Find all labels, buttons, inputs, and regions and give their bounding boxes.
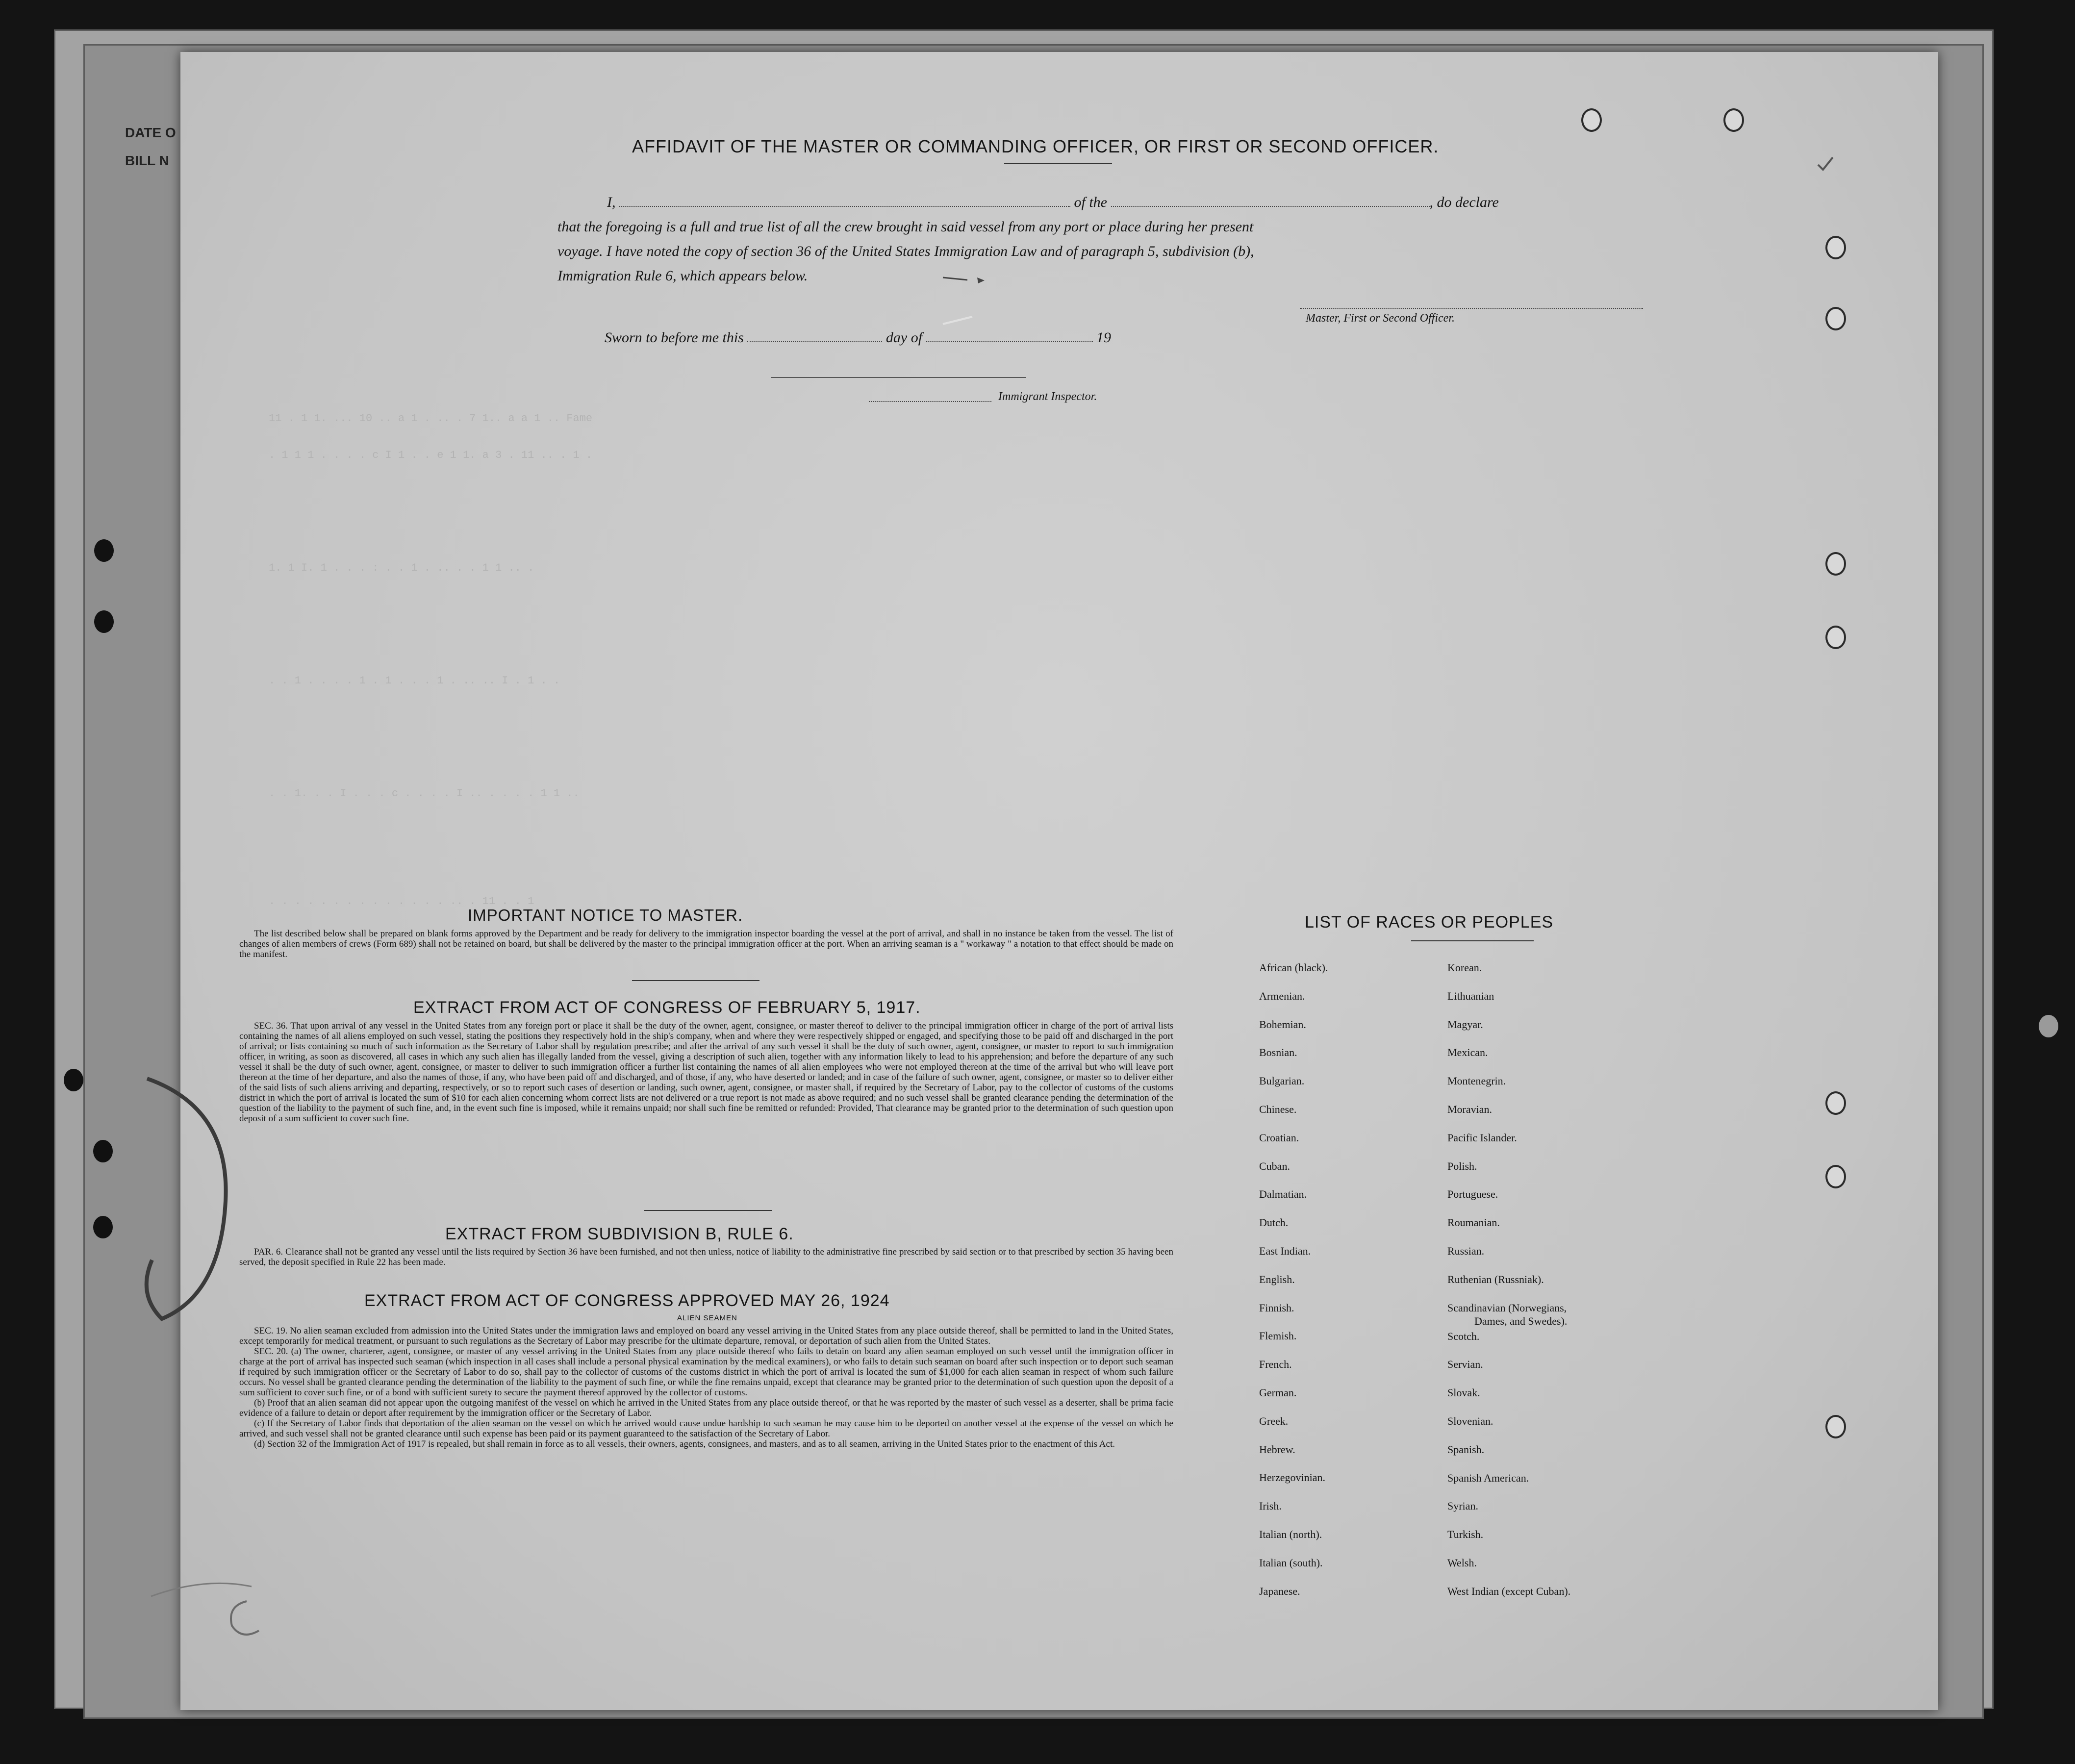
race-entry: Lithuanian: [1447, 989, 1494, 1002]
manifest-sheet: [180, 52, 1938, 1710]
punch-hole: [1825, 1091, 1846, 1115]
i-label: I,: [607, 194, 616, 210]
extract-1924-body: [239, 1326, 1173, 1449]
punch-hole: [1825, 307, 1846, 330]
binder-hole: [94, 610, 114, 633]
binder-hole: [93, 1140, 113, 1162]
bleed-through-row: . . . . . . . . . . . . . . .. . 11 . . 1: [269, 895, 534, 907]
alien-seamen-subtitle: ALIEN SEAMEN: [677, 1314, 737, 1322]
race-entry: Flemish.: [1259, 1330, 1297, 1342]
extract-1917-divider: [644, 1210, 772, 1211]
sworn-day-field[interactable]: [747, 341, 882, 342]
punch-hole: [1825, 236, 1846, 259]
race-entry: English.: [1259, 1273, 1295, 1285]
section-19-text: SEC. 19. No alien seaman excluded from admission into the United States under the immigration laws and employed on board any vessel arriving in the United States from any place outside thereof, shall be permitted to land in the United States, except temporarily for medical treatment, or pursuant to such regulations as the Secretary of Labor may prescribe for the ultimate departure, removal, or deportation of such alien from the United States.: [239, 1326, 1173, 1346]
race-entry: Servian.: [1447, 1358, 1483, 1371]
notice-divider: [632, 980, 759, 981]
race-entry: Moravian.: [1447, 1103, 1493, 1115]
race-entry: Bohemian.: [1259, 1018, 1306, 1031]
section-36-text: SEC. 36. That upon arrival of any vessel in the United States from any foreign port or place it shall be the duty of the owner, agent, consignee, or master thereof to deliver to the principal immigration officer in charge of the port of arrival lists containing the names of all aliens employed on such vessel, stating the positions they respectively hold in the ship's company, when and where they were respectively shipped or engaged, and specifying those to be paid off and discharged in the port of arrival; or lists containing so much of such information as the Secretary of Labor shall by regulation prescribe; and after the arrival of any such vessel it shall be the duty of such owner, agent, consignee, or master to report to such immigration officer, in writing, as soon as discovered, all cases in which any such alien has illegally landed from the vessel, giving a description of such alien, together with any information likely to lead to his apprehension; and before the departure of any such vessel it shall be the duty of such owner, agent, consignee, or master to deliver to such immigration officer a further list containing the names of all alien employees who were not employed thereon at the time of the arrival but who will leave port thereon at the time of her departure, and also the names of those, if any, who have been paid off and discharged, and of those, if any, who have deserted or landed; and in case of the failure of such owner, agent, consignee, or master so to deliver either of the said lists of such aliens arriving and departing, respectively, or so to report such cases of desertion or landing, such owner, agent, consignee, or master shall, if required by the Secretary of Labor, pay to the collector of customs of the customs district in which the port of arrival is located the sum of $10 for each alien concerning whom correct lists are not delivered or a true report is not made as above required; and no such vessel shall be granted clearance pending the determination of the question of the liability to the payment of such fine, and, in the event such fine is imposed, while it remains unpaid; nor shall such fine be remitted or refunded: Provided, That clearance may be granted prior to the determination of such question upon deposit of a sum sufficient to cover such fine.: [239, 1021, 1173, 1124]
race-entry: Slovenian.: [1447, 1415, 1493, 1427]
title-underline: [1004, 163, 1112, 164]
race-entry: Pacific Islander.: [1447, 1131, 1517, 1144]
bleed-through-row: 11 . 1 1. ... 10 .. a 1 . .. . 7 1.. a a 1 .. Fame: [269, 412, 593, 425]
punch-hole: [1825, 1415, 1846, 1438]
punch-hole: [1723, 108, 1744, 132]
race-entry: Hebrew.: [1259, 1443, 1295, 1456]
bleed-through-row: . . 1 . . . . 1 . 1 . . . 1 . .. .. I . 1 . .: [269, 675, 560, 687]
handwritten-corner-mark: [131, 1567, 288, 1645]
rule-6-body: [239, 1247, 1173, 1267]
binder-hole: [94, 539, 114, 562]
bleed-through-row: . 1 1 1 . . . . c I 1 . . e 1 1. a 3 . 11 .. . 1 .: [269, 449, 593, 461]
race-entry: Japanese.: [1259, 1585, 1300, 1597]
race-entry: East Indian.: [1259, 1245, 1311, 1257]
notice-body: [239, 929, 1173, 959]
inspector-label: Immigrant Inspector.: [998, 390, 1097, 403]
races-title: LIST OF RACES OR PEOPLES: [1305, 913, 1554, 932]
race-entry: Italian (north).: [1259, 1528, 1322, 1540]
rule-6-title: EXTRACT FROM SUBDIVISION B, RULE 6.: [445, 1225, 794, 1243]
of-the-label: of the: [1074, 194, 1107, 210]
race-entry: German.: [1259, 1386, 1297, 1399]
race-entry: Chinese.: [1259, 1103, 1297, 1115]
sworn-month-field[interactable]: [926, 341, 1093, 342]
affidavit-title: AFFIDAVIT OF THE MASTER OR COMMANDING OFFICER, OR FIRST OR SECOND OFFICER.: [632, 136, 1439, 156]
pencil-check-mark: [1811, 150, 1840, 179]
race-entry: Dutch.: [1259, 1216, 1289, 1229]
race-entry: Cuban.: [1259, 1159, 1290, 1172]
race-entry: Scandinavian (Norwegians,: [1447, 1301, 1567, 1314]
section-20b-text: (b) Proof that an alien seaman did not appear upon the outgoing manifest of the vessel on which he arrived in the United States from any place outside thereof, or that he was reported by the master of such vessel as a deserter, shall be prima facie evidence of a failure to detain or deport after requirement by the immigration officer or the Secretary of Labor.: [239, 1398, 1173, 1418]
race-entry: Portuguese.: [1447, 1188, 1498, 1201]
declarant-name-field[interactable]: [619, 206, 1070, 207]
race-entry: African (black).: [1259, 961, 1328, 974]
race-entry: Welsh.: [1447, 1557, 1477, 1569]
race-entry: Magyar.: [1447, 1018, 1483, 1031]
day-of-label: day of: [886, 329, 923, 346]
extract-1917-body: [239, 1021, 1173, 1124]
bleed-through-row: 1. 1 I. 1 . . . : . . 1 . .. . . 1 1 .. .: [269, 562, 534, 574]
section-20a-text: SEC. 20. (a) The owner, charterer, agent, consignee, or master of any vessel arriving in the United States from any place outside thereof who fails to detain on board any alien seaman employed on such vessel until the immigration officer in charge at the port of arrival has inspected such seaman (which inspection in all cases shall include a personal physical examination by the medical examiners), or who fails to detain such seaman on board after such inspection or to deport such seaman if required by such immigration officer or the Secretary of Labor to do so, shall pay to the collector of customs of the customs district in which the port of arrival is located the sum of $1,000 for each alien seaman in respect of whom such failure occurs. No vessel shall be granted clearance pending the determination of the liability to the payment of such fine, or while the fine remains unpaid, except that clearance may be granted prior to the determination of such question upon the deposit of a sum sufficient to cover such fine, or of a bond with sufficient surety to secure the payment thereof approved by the collector of customs.: [239, 1346, 1173, 1398]
underlying-bill-label: BILL N: [125, 153, 169, 168]
sworn-label: Sworn to before me this: [605, 329, 744, 346]
binder-hole: [2039, 1015, 2058, 1037]
race-entry: Bulgarian.: [1259, 1075, 1305, 1087]
race-entry: Finnish.: [1259, 1301, 1294, 1314]
race-entry: Slovak.: [1447, 1386, 1480, 1399]
section-20d-text: (d) Section 32 of the Immigration Act of 1917 is repealed, but shall remain in force as to all vessels, their owners, agents, consignees, and masters, and as to all seamen, arriving in the United States prior to the enactment of this Act.: [254, 1439, 1115, 1449]
pencil-loop-mark: [118, 1064, 245, 1338]
race-entry: Polish.: [1447, 1159, 1477, 1172]
declare-label: , do declare: [1429, 194, 1499, 210]
notice-title: IMPORTANT NOTICE TO MASTER.: [468, 906, 743, 924]
extract-1917-title: EXTRACT FROM ACT OF CONGRESS OF FEBRUARY 5, 1917.: [413, 998, 921, 1017]
race-entry: Spanish American.: [1447, 1471, 1529, 1484]
race-entry: Scotch.: [1447, 1330, 1480, 1342]
affidavit-line-4: Immigration Rule 6, which appears below.: [557, 268, 808, 284]
inspector-dotted-line: [869, 401, 991, 402]
par-6-text: PAR. 6. Clearance shall not be granted any vessel until the lists required by Section 36 have been furnished, and not then unless, notice of liability to the administrative fine prescribed by said section or to that prescribed by section 35 having been served, the deposit specified in Rule 22 has been made.: [239, 1247, 1173, 1267]
declarant-line: [607, 194, 1499, 211]
affidavit-line-3: voyage. I have noted the copy of section 36 of the United States Immigration Law and of paragraph 5, subdivision (b),: [557, 243, 1254, 259]
race-entry: Dalmatian.: [1259, 1188, 1307, 1201]
binder-hole: [64, 1069, 83, 1091]
race-entry: Spanish.: [1447, 1443, 1485, 1456]
sworn-line: [605, 329, 1111, 346]
binder-hole: [93, 1216, 113, 1238]
master-signature-line[interactable]: [1300, 308, 1643, 309]
race-entry: Irish.: [1259, 1500, 1282, 1512]
master-signature-label: Master, First or Second Officer.: [1306, 312, 1455, 325]
punch-hole: [1825, 1165, 1846, 1188]
extract-1924-title: EXTRACT FROM ACT OF CONGRESS APPROVED MAY 26, 1924: [364, 1291, 890, 1310]
race-entry: Dames, and Swedes).: [1474, 1314, 1568, 1327]
race-entry: Korean.: [1447, 961, 1482, 974]
year-prefix: 19: [1096, 329, 1112, 346]
inspector-signature-line[interactable]: [771, 377, 1026, 378]
race-entry: Mexican.: [1447, 1046, 1488, 1059]
race-entry: French.: [1259, 1358, 1292, 1371]
race-entry: Armenian.: [1259, 989, 1305, 1002]
race-entry: Turkish.: [1447, 1528, 1484, 1541]
notice-paragraph: The list described below shall be prepared on blank forms approved by the Department and be ready for delivery to the immigration inspector boarding the vessel at the port of arrival, and shall in no instance be taken from the vessel. The list of changes of alien members of crews (Form 689) shall not be retained on board, but shall be delivered by the master to the principal immigration officer at the port. When an arriving seaman is a " workaway " a notation to that effect should be made on the manifest.: [239, 929, 1173, 959]
punch-hole: [1581, 108, 1602, 132]
section-20c-text: (c) If the Secretary of Labor finds that deportation of the alien seaman on the vessel on which he arrived would cause undue hardship to such seaman he may cause him to be deported on another vessel at the expense of the vessel on which he arrived, and such vessel shall not be granted clearance until such expense has been paid or its payment guaranteed to the satisfaction of the Secretary of Labor.: [239, 1418, 1173, 1439]
bleed-through-row: . . 1. . . I . . . c . . . . I .. . . . . 1 1 ..: [269, 787, 580, 800]
affidavit-line-2: that the foregoing is a full and true list of all the crew brought in said vessel from any port or place during her present: [557, 219, 1254, 235]
punch-hole: [1825, 626, 1846, 649]
race-entry: Herzegovinian.: [1259, 1471, 1325, 1484]
race-entry: Bosnian.: [1259, 1046, 1297, 1059]
handwritten-letter: [217, 1628, 218, 1629]
race-entry: Croatian.: [1259, 1131, 1299, 1144]
vessel-name-field[interactable]: [1111, 206, 1430, 207]
pencil-arrow-mark: [938, 268, 1036, 331]
races-divider: [1411, 940, 1534, 941]
race-entry: Russian.: [1447, 1245, 1485, 1257]
race-entry: Greek.: [1259, 1414, 1289, 1427]
race-entry: West Indian (except Cuban).: [1447, 1585, 1571, 1597]
underlying-date-label: DATE O: [125, 125, 176, 140]
race-entry: Syrian.: [1447, 1500, 1478, 1512]
punch-hole: [1825, 552, 1846, 576]
race-entry: Italian (south).: [1259, 1556, 1323, 1569]
race-entry: Ruthenian (Russniak).: [1447, 1273, 1544, 1285]
race-entry: Montenegrin.: [1447, 1075, 1506, 1087]
race-entry: Roumanian.: [1447, 1216, 1500, 1229]
